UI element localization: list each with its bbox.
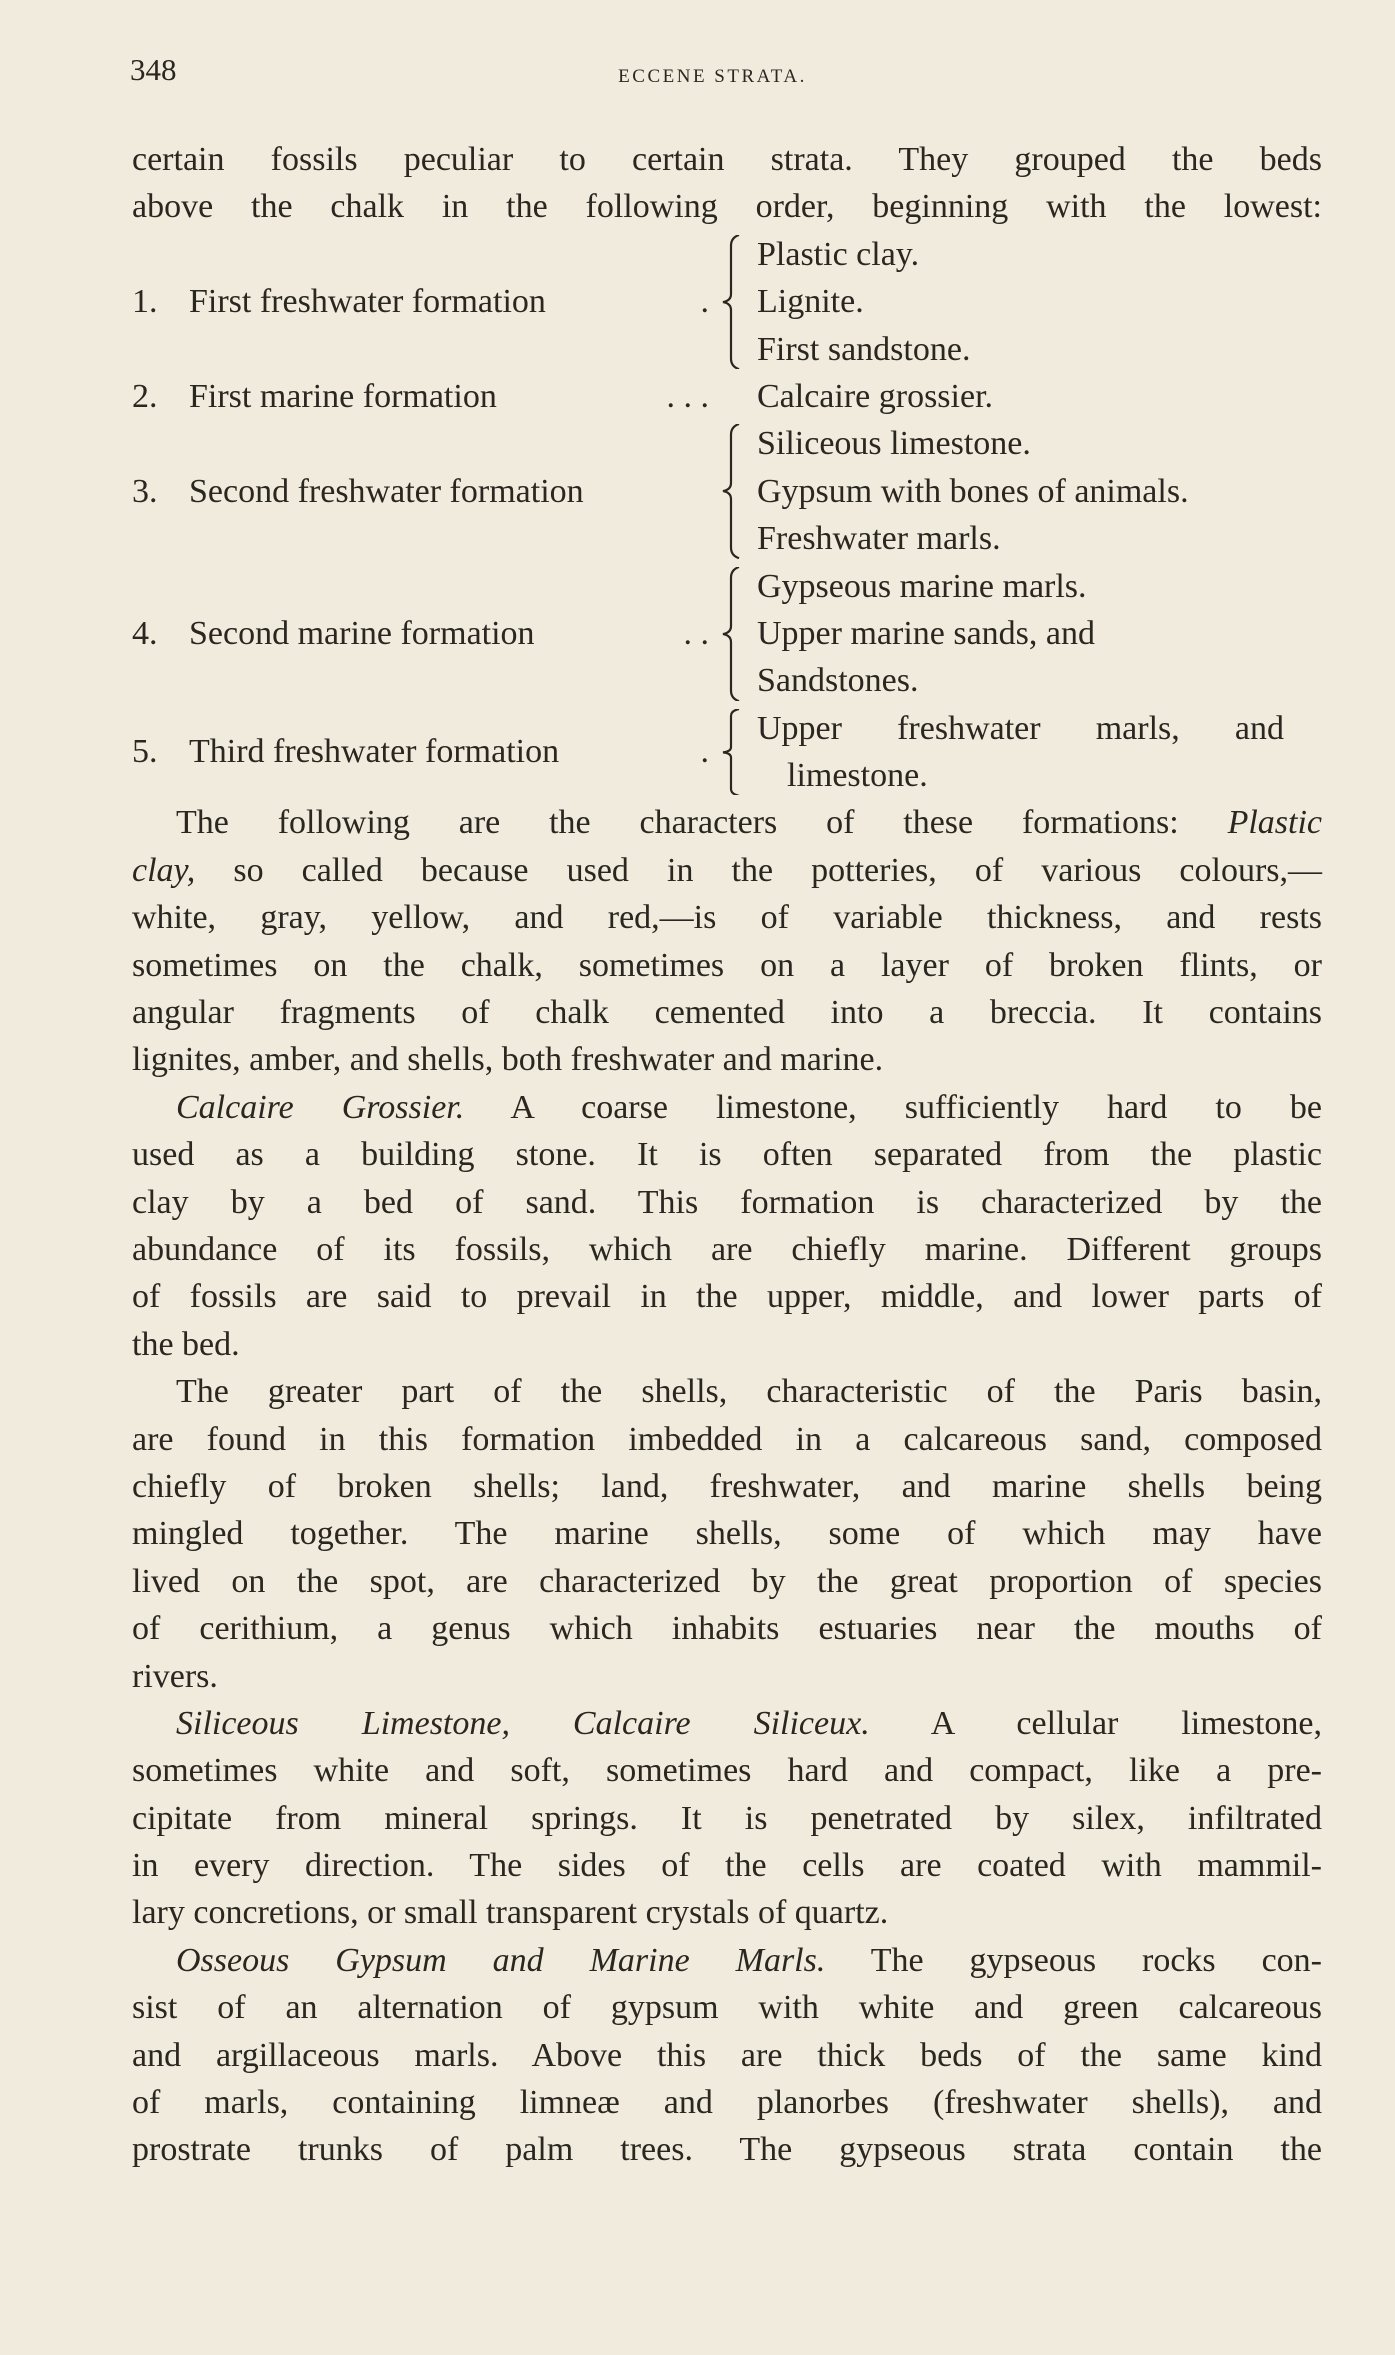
text-line <box>132 2126 1322 2173</box>
paragraph <box>132 1700 1322 1937</box>
text-segment: clay by a bed of sand. This formation is characterized by the <box>132 1183 1322 1221</box>
text-line <box>132 989 1322 1036</box>
text-segment: used as a building stone. It is often separated from the plastic <box>132 1136 1322 1174</box>
text-segment: are found in this formation imbedded in a calcareous sand, composed <box>132 1420 1322 1458</box>
bed-name: limestone. <box>787 757 928 795</box>
formation-number: 1. <box>132 283 158 321</box>
text-line <box>132 1179 1322 1226</box>
text-segment: The following are the characters of these formations: <box>176 804 1228 842</box>
text-segment: lived on the spot, are characterized by the great proportion of species <box>132 1562 1322 1600</box>
text-line <box>132 2079 1322 2126</box>
paragraph <box>132 1937 1322 2174</box>
bed-name: Gypsum with bones of animals. <box>757 472 1189 510</box>
italic-term: Osseous Gypsum and Marine Marls. <box>176 1941 826 1979</box>
text-segment: sometimes white and soft, sometimes hard and compact, like a pre- <box>132 1752 1322 1790</box>
formation-number: 3. <box>132 472 158 510</box>
bed-list <box>757 231 1322 373</box>
text-line <box>132 1605 1322 1652</box>
formation-name: Second marine formation <box>189 614 535 652</box>
text-line <box>132 942 1322 989</box>
formation-row <box>132 420 1322 562</box>
formation-row <box>132 563 1322 705</box>
leader-dots: . . . <box>666 377 709 415</box>
italic-term: Siliceous Limestone, Calcaire Siliceux. <box>176 1704 870 1742</box>
text-line <box>132 1937 1322 1984</box>
bed-name: Lignite. <box>757 283 864 321</box>
bed-name: Gypseous marine marls. <box>757 567 1087 605</box>
text-segment: A coarse limestone, sufficiently hard to be <box>464 1088 1322 1126</box>
bed-name: Upper freshwater marls, and <box>757 709 1284 747</box>
text-line <box>132 1368 1322 1415</box>
running-head: ECCENE STRATA. <box>618 66 807 87</box>
text-line <box>132 1747 1322 1794</box>
italic-term: clay, <box>132 851 196 889</box>
text-segment: abundance of its fossils, which are chiefly marine. Different groups <box>132 1231 1322 1268</box>
formation-row <box>132 373 1322 420</box>
text-segment: in every direction. The sides of the cells are coated with mammil- <box>132 1847 1322 1885</box>
text-line <box>132 1084 1322 1131</box>
text-segment: sometimes on the chalk, sometimes on a layer of broken flints, or <box>132 946 1322 984</box>
paragraph <box>132 1084 1322 1368</box>
text-line <box>132 1795 1322 1842</box>
formation-row <box>132 705 1322 800</box>
formation-name: First freshwater formation <box>189 283 546 321</box>
leader-dots: . . <box>683 614 709 652</box>
formation-number: 4. <box>132 614 158 652</box>
text-segment: sist of an alternation of gypsum with white and green calcareous <box>132 1989 1322 2027</box>
text-line <box>132 1321 1322 1368</box>
page-number: 348 <box>130 52 177 87</box>
text-segment: mingled together. The marine shells, some of which may have <box>132 1515 1322 1553</box>
text-segment: of marls, containing limneæ and planorbes (freshwater shells), and <box>132 2084 1322 2122</box>
formation-name: Second freshwater formation <box>189 472 584 510</box>
formation-name: First marine formation <box>189 377 497 415</box>
paragraph <box>132 1368 1322 1700</box>
bed-name: Upper marine sands, and <box>757 614 1096 652</box>
text-line <box>132 1131 1322 1178</box>
text-segment: the bed. <box>132 1325 240 1363</box>
formation-label <box>132 420 717 562</box>
text-segment: The greater part of the shells, characteristic of the Paris basin, <box>176 1373 1322 1411</box>
intro-paragraph <box>132 136 1322 231</box>
brace-icon <box>717 420 757 562</box>
brace-icon <box>717 705 757 800</box>
leader-dots: . <box>700 283 709 321</box>
text-line <box>132 1842 1322 1889</box>
text-segment: cipitate from mineral springs. It is penetrated by silex, infiltrated <box>132 1799 1322 1837</box>
brace-icon <box>717 563 757 705</box>
text-line <box>132 799 1322 846</box>
text-line <box>132 2032 1322 2079</box>
formation-name: Third freshwater formation <box>189 733 560 771</box>
bed-name: Calcaire grossier. <box>757 377 994 415</box>
text-segment: of fossils are said to prevail in the upper, middle, and lower parts of <box>132 1278 1322 1316</box>
text-segment: chiefly of broken shells; land, freshwater, and marine shells being <box>132 1467 1322 1505</box>
formation-row <box>132 231 1322 373</box>
bed-name: Sandstones. <box>757 662 919 700</box>
brace-icon <box>717 231 757 373</box>
text-line <box>132 1984 1322 2031</box>
formation-number: 5. <box>132 733 158 771</box>
text-segment: lary concretions, or small transparent crystals of quartz. <box>132 1894 889 1932</box>
formation-label <box>132 373 717 420</box>
text-line <box>132 1273 1322 1320</box>
text-line <box>132 847 1322 894</box>
text-segment: of cerithium, a genus which inhabits estuaries near the mouths of <box>132 1610 1322 1648</box>
formation-label <box>132 563 717 705</box>
bed-list <box>757 563 1322 705</box>
text-line: certain fossils peculiar to certain strata. They grouped the beds <box>132 141 1322 178</box>
bed-name: Siliceous limestone. <box>757 425 1031 463</box>
text-line <box>132 1416 1322 1463</box>
text-line <box>132 1463 1322 1510</box>
formation-number: 2. <box>132 377 158 415</box>
text-line <box>132 894 1322 941</box>
bed-list <box>757 373 1322 420</box>
italic-term: Calcaire Grossier. <box>176 1088 465 1126</box>
text-segment: prostrate trunks of palm trees. The gypseous strata contain the <box>132 2131 1322 2169</box>
text-line: above the chalk in the following order, beginning with the lowest: <box>132 188 1322 226</box>
text-line <box>132 1036 1322 1083</box>
text-segment: lignites, amber, and shells, both freshwater and marine. <box>132 1041 884 1079</box>
text-line <box>132 1889 1322 1936</box>
leader-dots: . <box>700 733 709 771</box>
formation-table <box>132 231 1322 800</box>
text-segment: The gypseous rocks con- <box>825 1941 1323 1979</box>
text-line <box>132 1558 1322 1605</box>
paragraph <box>132 799 1322 1083</box>
formation-label <box>132 705 717 800</box>
text-segment: angular fragments of chalk cemented into a breccia. It contains <box>132 994 1322 1032</box>
text-segment: white, gray, yellow, and red,—is of variable thickness, and rests <box>132 899 1322 937</box>
italic-term: Plastic <box>1227 804 1322 842</box>
bed-name: Plastic clay. <box>757 235 920 273</box>
formation-label <box>132 231 717 373</box>
text-line <box>132 1226 1322 1273</box>
bed-name: Freshwater marls. <box>757 520 1001 558</box>
bed-list <box>757 420 1322 562</box>
bed-list <box>757 705 1322 800</box>
text-line <box>132 1653 1322 1700</box>
text-segment: rivers. <box>132 1657 218 1695</box>
bed-name: First sandstone. <box>757 330 971 368</box>
text-segment: and argillaceous marls. Above this are thick beds of the same kind <box>132 2036 1322 2074</box>
text-line <box>132 1510 1322 1557</box>
text-segment: A cellular limestone, <box>869 1704 1323 1742</box>
text-line <box>132 1700 1322 1747</box>
body-paragraphs <box>132 799 1322 2173</box>
brace-icon <box>717 373 757 420</box>
page-body <box>132 136 1322 2174</box>
text-segment: so called because used in the potteries, of various colours,— <box>195 851 1322 889</box>
